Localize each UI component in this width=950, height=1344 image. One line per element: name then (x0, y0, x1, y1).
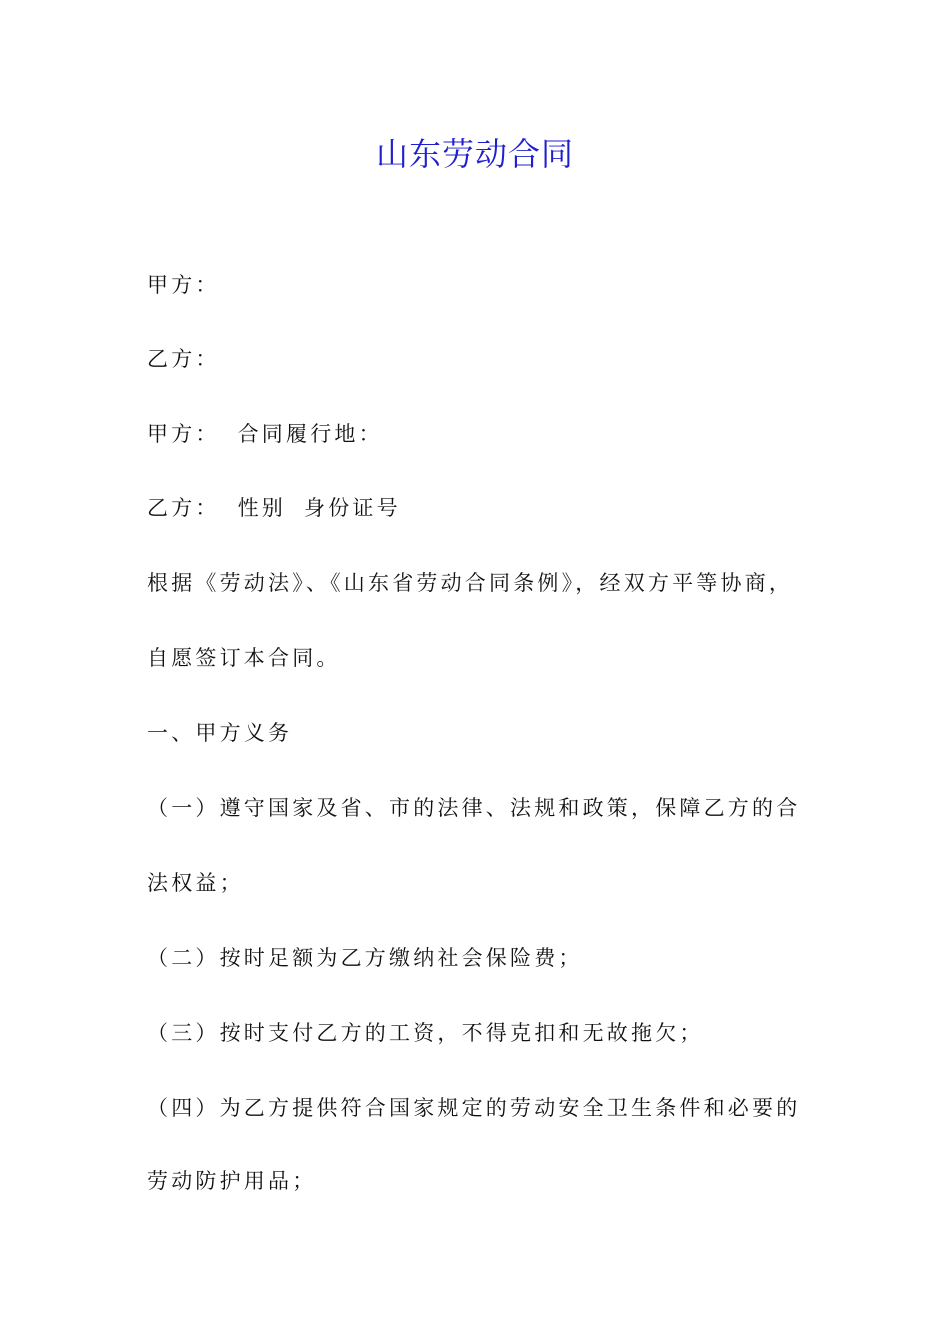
clause-4-line-1: （四）为乙方提供符合国家规定的劳动安全卫生条件和必要的 (147, 1096, 801, 1120)
party-a-label: 甲方： (147, 273, 220, 297)
preamble-line-2: 自愿签订本合同。 (147, 646, 341, 670)
clause-3-line: （三）按时支付乙方的工资，不得克扣和无故拖欠； (147, 1021, 704, 1045)
clause-2-line: （二）按时足额为乙方缴纳社会保险费； (147, 946, 583, 970)
section-heading-party-a-obligations: 一、甲方义务 (147, 721, 293, 745)
party-a-detail-line (147, 419, 383, 449)
party-b-label: 乙方： (147, 347, 220, 371)
contract-location-label: 合同履行地： (237, 422, 383, 446)
party-b-line (147, 344, 220, 374)
clause-1-line-1: （一）遵守国家及省、市的法律、法规和政策，保障乙方的合 (147, 796, 801, 820)
preamble-line-1: 根据《劳动法》、《山东省劳动合同条例》，经双方平等协商， (147, 571, 794, 595)
party-b-detail-line (147, 493, 401, 523)
document-title: 山东劳动合同 (375, 135, 574, 173)
party-a-detail-label: 甲方： (147, 422, 220, 446)
clause-4-line-2: 劳动防护用品； (147, 1169, 317, 1193)
party-a-line (147, 270, 220, 300)
party-b-detail-label: 乙方： (147, 496, 220, 520)
gender-label: 性别 (237, 496, 287, 520)
id-number-label: 身份证号 (304, 496, 401, 520)
clause-1-line-2: 法权益； (147, 871, 244, 895)
